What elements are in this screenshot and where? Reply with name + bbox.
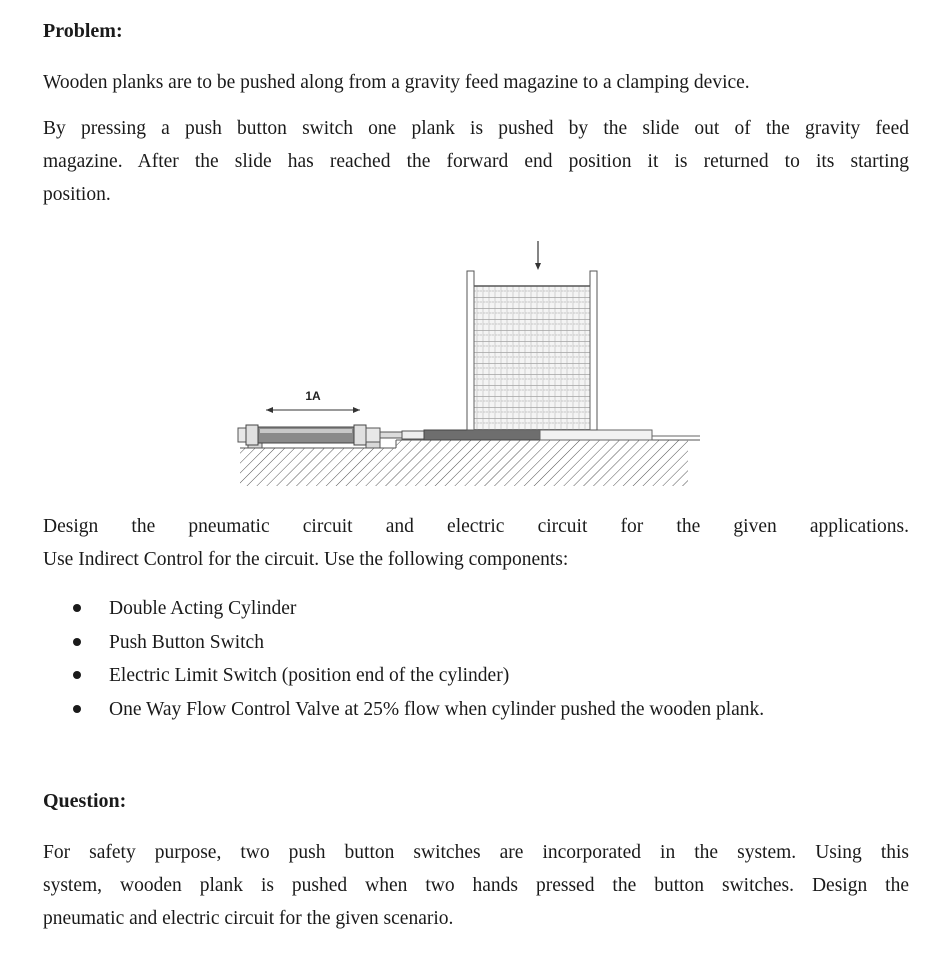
cylinder-label: 1A xyxy=(305,389,321,403)
design-line-1: Design the pneumatic circuit and electric circuit for the given applications. xyxy=(43,516,909,537)
ground-hatch xyxy=(240,440,700,486)
list-item: Electric Limit Switch (position end of the cylinder) xyxy=(73,659,764,693)
stroke-dimension-arrow-icon xyxy=(266,407,360,413)
problem-paragraph-2-line-2: magazine. After the slide has reached the forward end position it is returned to its starting xyxy=(43,151,909,172)
design-line-2: Use Indirect Control for the circuit. Use the following components: xyxy=(43,549,569,570)
bullet-icon xyxy=(73,604,81,612)
question-line-3: pneumatic and electric circuit for the given scenario. xyxy=(43,908,454,929)
pushed-plank xyxy=(424,430,540,440)
question-heading: Question: xyxy=(43,790,127,812)
double-acting-cylinder xyxy=(238,425,402,445)
list-item: Double Acting Cylinder xyxy=(73,592,764,626)
problem-paragraph-2 xyxy=(43,112,909,211)
bullet-icon xyxy=(73,705,81,713)
list-item: Push Button Switch xyxy=(73,626,764,660)
bullet-icon xyxy=(73,671,81,679)
question-paragraph xyxy=(43,836,909,935)
question-line-2: system, wooden plank is pushed when two hands pressed the button switches. Design the xyxy=(43,875,909,896)
problem-paragraph-2-line-1: By pressing a push button switch one plank is pushed by the slide out of the gravity feed xyxy=(43,118,909,139)
problem-heading: Problem: xyxy=(43,20,123,42)
problem-paragraph-2-line-3: position. xyxy=(43,184,111,205)
component-list xyxy=(73,592,764,726)
problem-paragraph-1: Wooden planks are to be pushed along from a gravity feed magazine to a clamping device. xyxy=(43,72,750,93)
design-paragraph xyxy=(43,510,909,576)
gravity-feed-diagram xyxy=(230,238,710,498)
slide xyxy=(402,431,424,439)
question-line-1: For safety purpose, two push button switches are incorporated in the system. Using this xyxy=(43,842,909,863)
feed-direction-arrow-icon xyxy=(535,241,541,270)
bullet-icon xyxy=(73,638,81,646)
list-item: One Way Flow Control Valve at 25% flow when cylinder pushed the wooden plank. xyxy=(73,693,764,727)
gravity-feed-magazine xyxy=(467,271,597,430)
support-table xyxy=(540,430,652,440)
